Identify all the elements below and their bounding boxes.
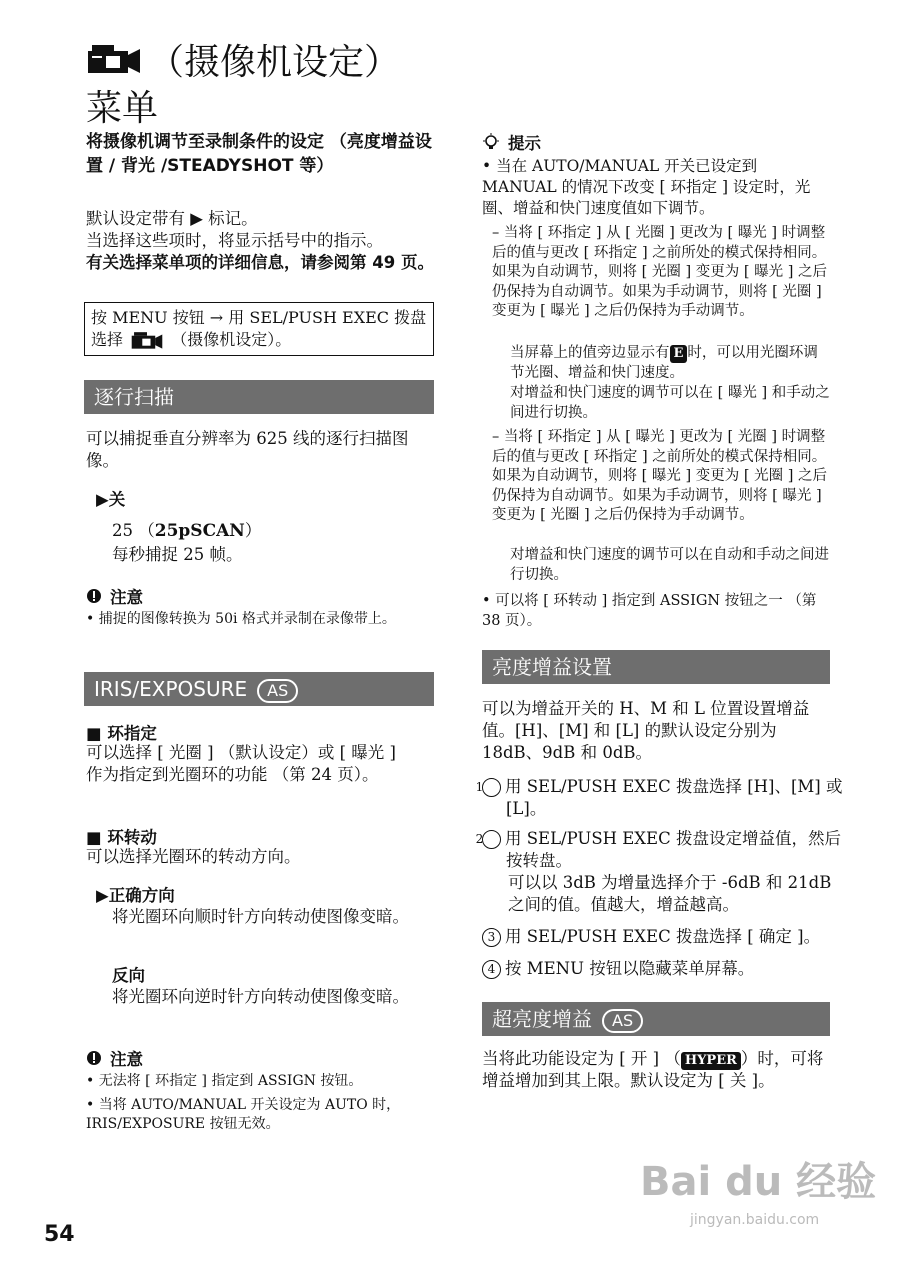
option-normal: ▶正确方向 (96, 886, 175, 905)
iris-note-title (86, 1046, 143, 1070)
section-header-gain: 亮度增益设置 (482, 650, 830, 684)
tips-bullet1: • 当在 AUTO/MANUAL 开关已设定到 MANUAL 的情况下改变 [ 环指定 ] 设定时，光圈、增益和快门速度值如下调节。 (482, 157, 811, 217)
tips-dash1-c: 对增益和快门速度的调节可以在 [ 曝光 ] 和手动之间进行切换。 (510, 385, 830, 421)
select-text: 当选择这些项时，将显示括号中的指示。 (86, 231, 383, 250)
default-text: 默认设定带有 ▶ 标记。 (86, 209, 258, 228)
gain-desc: 可以为增益开关的 H、M 和 L 位置设置增益值。[H]、[M] 和 [L] 的默认设定分别为 18dB、9dB 和 0dB。 (482, 699, 810, 762)
page-title-line2: 菜单 (86, 88, 159, 129)
tips-dash1-b-pre: 当屏幕上的值旁边显示有 (510, 345, 670, 361)
option-25-desc: 每秒捕捉 25 帧。 (112, 545, 243, 564)
option-25-close: ） (244, 521, 262, 540)
step-number: 4 (482, 960, 501, 979)
iris-note2: • 当将 AUTO/MANUAL 开关设定为 AUTO 时，IRIS/EXPOSURE 按钮无效。 (86, 1097, 401, 1132)
instruction-line2-post: （摄像机设定）。 (171, 330, 292, 349)
caution-icon (86, 1050, 102, 1066)
option-normal-desc: 将光圈环向顺时针方向转动使图像变暗。 (112, 907, 409, 926)
hyper-desc (482, 1048, 832, 1092)
iris-note1: • 无法将 [ 环指定 ] 指定到 ASSIGN 按钮。 (86, 1073, 363, 1089)
gain-step4 (482, 958, 832, 980)
instruction-line2-pre: 选择 (91, 330, 124, 349)
section-header-progressive: 逐行扫描 (84, 380, 434, 414)
gain-step3 (482, 926, 832, 948)
page-number: 54 (44, 1222, 75, 1247)
camera-icon (128, 331, 166, 351)
option-25 (112, 520, 261, 542)
step-text: 用 SEL/PUSH EXEC 拨盘设定增益值，然后按转盘。 (505, 829, 841, 870)
ring-rotation-desc: 可以选择光圈环的转动方向。 (86, 847, 301, 866)
option-25-label: 25 （ (112, 521, 155, 540)
tips-dash1-b (510, 344, 832, 383)
intro-text: 将摄像机调节至录制条件的设定 （亮度增益设置 / 背光 /STEADYSHOT 等） (86, 132, 432, 176)
step-number: 1 (482, 778, 501, 797)
tips-dash2-b: 对增益和快门速度的调节可以在自动和手动之间进行切换。 (510, 547, 829, 583)
option-reverse: 反向 (112, 966, 145, 985)
option-off: ▶关 (96, 490, 126, 509)
section-header-hyper-gain (482, 1002, 830, 1036)
lightbulb-icon (482, 133, 500, 151)
instruction-line2 (91, 329, 427, 351)
hyper-desc-pre: 当将此功能设定为 [ 开 ] （ (482, 1049, 681, 1068)
watermark-url: jingyan.baidu.com (690, 1212, 820, 1228)
progressive-note-title (86, 584, 143, 608)
step-text: 按 MENU 按钮以隐藏菜单屏幕。 (505, 959, 755, 978)
instruction-line1: 按 MENU 按钮 → 用 SEL/PUSH EXEC 拨盘 (91, 308, 427, 327)
tips-bullet2: • 可以将 [ 环转动 ] 指定到 ASSIGN 按钮之一 （第 38 页）。 (482, 593, 817, 629)
tips-title-text: 提示 (508, 134, 541, 153)
as-badge: AS (257, 679, 298, 703)
ring-rotation-title: ■ 环转动 (86, 828, 157, 847)
hyper-header-text: 超亮度增益 (492, 1007, 592, 1031)
instruction-box (84, 302, 434, 356)
gain-step1 (475, 776, 856, 820)
as-badge: AS (602, 1009, 643, 1033)
page-title-line1 (86, 34, 400, 85)
hyper-desc-post: ）时，可将增益增加到其上限。默认设定为 [ 关 ]。 (482, 1049, 824, 1090)
ring-assign-title: ■ 环指定 (86, 724, 157, 743)
progressive-desc: 可以捕捉垂直分辨率为 625 线的逐行扫描图像。 (86, 429, 409, 470)
step-number: 3 (482, 928, 501, 947)
step-text: 用 SEL/PUSH EXEC 拨盘选择 [H]、[M] 或 [L]。 (505, 777, 843, 818)
ring-assign-desc: 可以选择 [ 光圈 ] （默认设定）或 [ 曝光 ] 作为指定到光圈环的功能 （第 24 页）。 (86, 743, 396, 784)
iris-header-text: IRIS/EXPOSURE (94, 677, 248, 701)
e-indicator-icon: E (670, 345, 688, 363)
tips-dash1: – 当将 [ 环指定 ] 从 [ 光圈 ] 更改为 [ 曝光 ] 时调整后的值与更改 [ 环指定 ] 之前所处的模式保持相同。如果为自动调节，则将 [ 光圈 ] 变更为 [ 曝光 ] 之后仍保持为自动调节。如果为手动调节，则将 [ 光圈 ] 变更为 [ 曝光 ] 之后仍保持为手动调节。 (492, 225, 827, 319)
watermark-logo: Bai du 经验 (640, 1159, 877, 1205)
tips-dash1-b-post: 时，可以用光圈环调节光圈、增益和快门速度。 (510, 345, 818, 381)
hyper-indicator-icon: HYPER (681, 1052, 741, 1070)
title-text: （摄像机设定） (148, 42, 401, 83)
caution-icon (86, 588, 102, 604)
step-text: 用 SEL/PUSH EXEC 拨盘选择 [ 确定 ]。 (505, 927, 821, 946)
gain-step2-detail: 可以以 3dB 为增量选择介于 -6dB 和 21dB 之间的值。值越大，增益越高。 (508, 873, 832, 914)
reference-text: 有关选择菜单项的详细信息，请参阅第 49 页。 (86, 253, 434, 272)
note-title-text: 注意 (110, 1050, 143, 1069)
tips-title (482, 130, 541, 154)
tips-dash2: – 当将 [ 环指定 ] 从 [ 曝光 ] 更改为 [ 光圈 ] 时调整后的值与更改 [ 环指定 ] 之前所处的模式保持相同。如果为自动调节，则将 [ 曝光 ] 变更为 [ 光圈 ] 之后仍保持为自动调节。如果为手动调节，则将 [ 曝光 ] 变更为 [ 光圈 ] 之后仍保持为手动调节。 (492, 429, 827, 523)
scan-indicator: 25pSCAN (154, 521, 245, 541)
note-title-text: 注意 (110, 588, 143, 607)
progressive-note1: • 捕捉的图像转换为 50i 格式并录制在录像带上。 (86, 611, 396, 627)
section-header-iris (84, 672, 434, 706)
camera-icon (86, 43, 142, 77)
step-number: 2 (482, 830, 501, 849)
gain-step2 (475, 828, 856, 872)
option-reverse-desc: 将光圈环向逆时针方向转动使图像变暗。 (112, 987, 409, 1006)
